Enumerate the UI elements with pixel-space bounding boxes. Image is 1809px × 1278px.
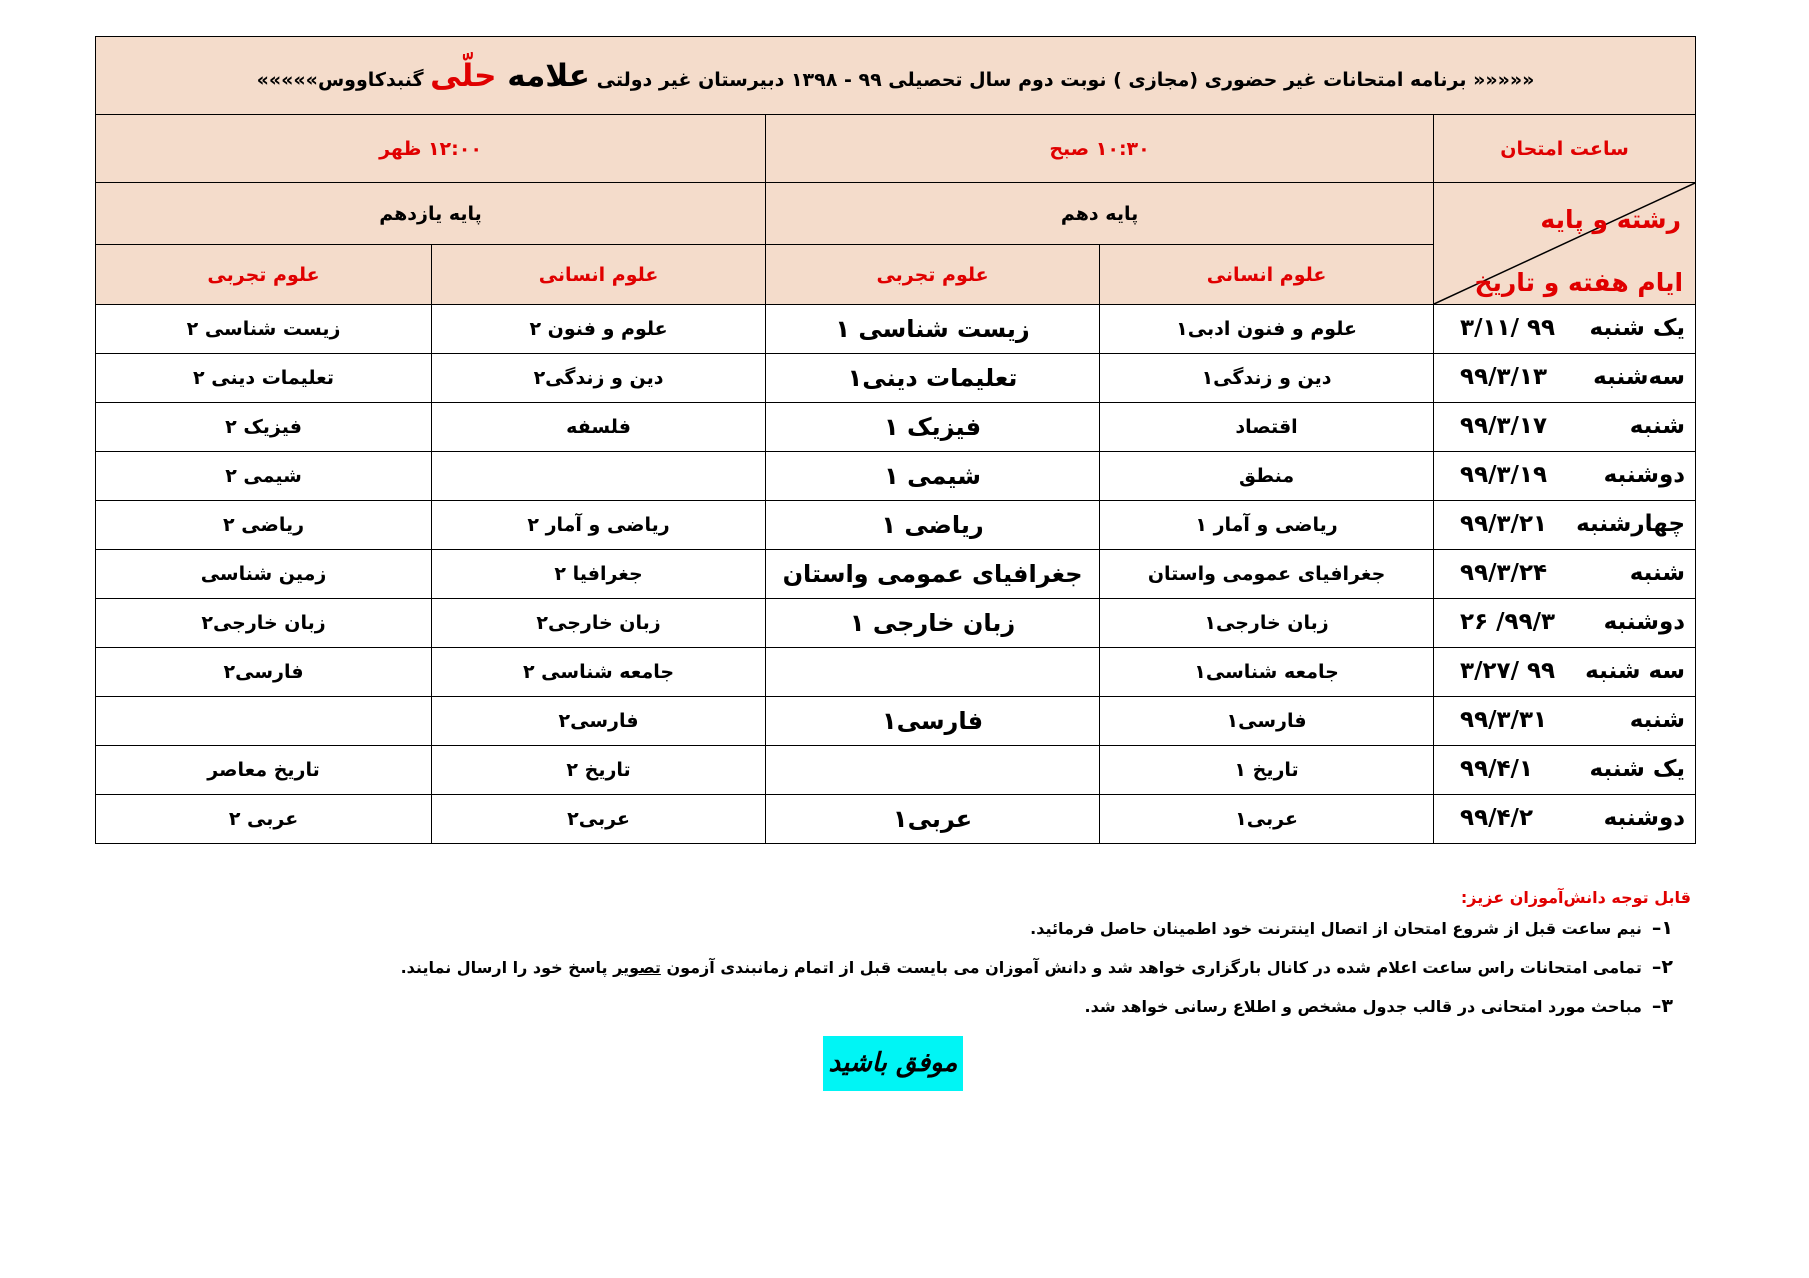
table-row	[96, 550, 1696, 599]
weekday: یک شنبه	[1589, 756, 1686, 782]
subject-cell: زیست شناسی ۱	[766, 305, 1100, 354]
note-number: ۲–	[1651, 956, 1673, 978]
subject-cell: زبان خارجی ۱	[766, 599, 1100, 648]
day-date-cell	[1434, 452, 1696, 501]
subject-cell: زمین شناسی	[96, 550, 432, 599]
note-text: مباحث مورد امتحانی در قالب جدول مشخص و اطلاع رسانی خواهد شد.	[1084, 997, 1642, 1016]
grade-11-header: پایه یازدهم	[96, 183, 766, 245]
subject-cell: دین و زندگی۲	[432, 354, 766, 403]
school-name-b: حلّی	[430, 57, 508, 94]
weekday: دوشنبه	[1603, 805, 1686, 831]
diagonal-header-cell	[1434, 183, 1696, 305]
table-row	[96, 354, 1696, 403]
subject-cell: ریاضی و آمار ۱	[1100, 501, 1434, 550]
weekday: شنبه	[1629, 560, 1686, 586]
exam-date: ۹۹/۳/۱۳	[1460, 364, 1548, 390]
weekday: یک شنبه	[1589, 315, 1686, 341]
day-date-cell	[1434, 550, 1696, 599]
title-prefix: ««««« برنامه امتحانات غیر حضوری (مجازی ) نوبت دوم سال تحصیلی ۹۹ - ۱۳۹۸ دبیرستان غیر دولتی	[590, 68, 1535, 91]
notes-section	[401, 888, 1691, 1034]
field-header-3: علوم انسانی	[432, 245, 766, 305]
subject-cell: منطق	[1100, 452, 1434, 501]
note-number: ۳–	[1651, 995, 1673, 1017]
day-date-cell	[1434, 746, 1696, 795]
time-slot-2: ۱۲:۰۰ ظهر	[96, 115, 766, 183]
time-slot-1: ۱۰:۳۰ صبح	[766, 115, 1434, 183]
schedule-title	[96, 37, 1696, 115]
subject-cell: فیزیک ۲	[96, 403, 432, 452]
note-item-2	[401, 956, 1673, 978]
weekday: شنبه	[1629, 413, 1686, 439]
good-luck-banner: موفق باشید	[823, 1036, 963, 1091]
field-header-2: علوم تجربی	[766, 245, 1100, 305]
subject-cell	[766, 648, 1100, 697]
notes-title: قابل توجه دانش‌آموزان عزیز:	[1460, 888, 1691, 907]
subject-cell: تعلیمات دینی۱	[766, 354, 1100, 403]
table-row	[96, 403, 1696, 452]
day-date-cell	[1434, 599, 1696, 648]
subject-cell: جامعه شناسی۱	[1100, 648, 1434, 697]
table-row	[96, 697, 1696, 746]
weekday: سه‌شنبه	[1593, 364, 1686, 390]
note-text: نیم ساعت قبل از شروع امتحان از اتصال اینترنت خود اطمینان حاصل فرمائید.	[1030, 919, 1642, 938]
weekday: دوشنبه	[1603, 609, 1686, 635]
subject-cell: زیست شناسی ۲	[96, 305, 432, 354]
table-row	[96, 599, 1696, 648]
exam-time-label: ساعت امتحان	[1434, 115, 1696, 183]
exam-date: ۹۹/۳/۲۱	[1460, 511, 1548, 537]
subject-cell: جغرافیا ۲	[432, 550, 766, 599]
subject-cell: فارسی۱	[1100, 697, 1434, 746]
note-item-1	[401, 917, 1673, 939]
subject-cell: علوم و فنون ادبی۱	[1100, 305, 1434, 354]
subject-cell	[766, 746, 1100, 795]
diag-header-top: رشته و پایه	[1540, 205, 1682, 234]
subject-cell: تعلیمات دینی ۲	[96, 354, 432, 403]
field-header-4: علوم تجربی	[96, 245, 432, 305]
subject-cell: عربی۲	[432, 795, 766, 844]
exam-date: ۹۹/۴/۱	[1460, 756, 1533, 782]
field-header-1: علوم انسانی	[1100, 245, 1434, 305]
exam-date: ۹۹/۳/۱۷	[1460, 413, 1548, 439]
exam-date: ۹۹/۳/۳۱	[1460, 707, 1548, 733]
subject-cell: فارسی۲	[96, 648, 432, 697]
subject-cell: فلسفه	[432, 403, 766, 452]
subject-cell: ریاضی ۱	[766, 501, 1100, 550]
subject-cell: زبان خارجی۱	[1100, 599, 1434, 648]
note-number: ۱–	[1651, 917, 1673, 939]
table-row	[96, 795, 1696, 844]
day-date-cell	[1434, 354, 1696, 403]
exam-date: ۹۹/۳/ ۲۶	[1460, 609, 1556, 635]
schedule-rows	[96, 305, 1696, 844]
subject-cell: اقتصاد	[1100, 403, 1434, 452]
exam-date: ۹۹/۴/۲	[1460, 805, 1533, 831]
exam-date: ۹۹ /۳/۲۷	[1460, 658, 1556, 684]
exam-date: ۹۹/۳/۱۹	[1460, 462, 1548, 488]
day-date-cell	[1434, 795, 1696, 844]
note-item-3	[401, 995, 1673, 1017]
weekday: چهارشنبه	[1576, 511, 1686, 537]
subject-cell: زبان خارجی۲	[432, 599, 766, 648]
school-name-a: علامه	[507, 57, 590, 94]
day-date-cell	[1434, 305, 1696, 354]
schedule-sheet	[95, 36, 1695, 844]
subject-cell: تاریخ ۲	[432, 746, 766, 795]
day-date-cell	[1434, 501, 1696, 550]
subject-cell: جامعه شناسی ۲	[432, 648, 766, 697]
note-text: تمامی امتحانات راس ساعت اعلام شده در کانال بارگزاری خواهد شد و دانش آموزان می بایست قبل از اتمام زمانبندی آزمون	[660, 958, 1642, 977]
table-row	[96, 746, 1696, 795]
subject-cell: تاریخ معاصر	[96, 746, 432, 795]
note-underlined-word: تصویر	[613, 958, 661, 977]
grade-10-header: پایه دهم	[766, 183, 1434, 245]
subject-cell: فارسی۱	[766, 697, 1100, 746]
subject-cell: تاریخ ۱	[1100, 746, 1434, 795]
exam-date: ۹۹/۳/۲۴	[1460, 560, 1548, 586]
subject-cell: فارسی۲	[432, 697, 766, 746]
weekday: سه شنبه	[1585, 658, 1686, 684]
note-text: پاسخ خود را ارسال نمایند.	[400, 958, 614, 977]
day-date-cell	[1434, 403, 1696, 452]
subject-cell: جغرافیای عمومی واستان	[1100, 550, 1434, 599]
table-row	[96, 501, 1696, 550]
weekday: دوشنبه	[1603, 462, 1686, 488]
exam-date: ۹۹ /۳/۱۱	[1460, 315, 1556, 341]
subject-cell: شیمی ۲	[96, 452, 432, 501]
subject-cell: شیمی ۱	[766, 452, 1100, 501]
title-suffix: گنبدکاووس»»»»»	[256, 68, 431, 91]
table-row	[96, 452, 1696, 501]
diag-header-bottom: ایام هفته و تاریخ	[1474, 268, 1684, 297]
day-date-cell	[1434, 697, 1696, 746]
day-date-cell	[1434, 648, 1696, 697]
table-row	[96, 305, 1696, 354]
subject-cell	[432, 452, 766, 501]
subject-cell: دین و زندگی۱	[1100, 354, 1434, 403]
subject-cell: جغرافیای عمومی واستان	[766, 550, 1100, 599]
table-row	[96, 648, 1696, 697]
subject-cell: ریاضی و آمار ۲	[432, 501, 766, 550]
subject-cell: فیزیک ۱	[766, 403, 1100, 452]
subject-cell: عربی ۲	[96, 795, 432, 844]
exam-schedule-table	[95, 36, 1696, 844]
subject-cell: زبان خارجی۲	[96, 599, 432, 648]
subject-cell: عربی۱	[1100, 795, 1434, 844]
subject-cell: عربی۱	[766, 795, 1100, 844]
weekday: شنبه	[1629, 707, 1686, 733]
subject-cell: علوم و فنون ۲	[432, 305, 766, 354]
subject-cell	[96, 697, 432, 746]
subject-cell: ریاضی ۲	[96, 501, 432, 550]
